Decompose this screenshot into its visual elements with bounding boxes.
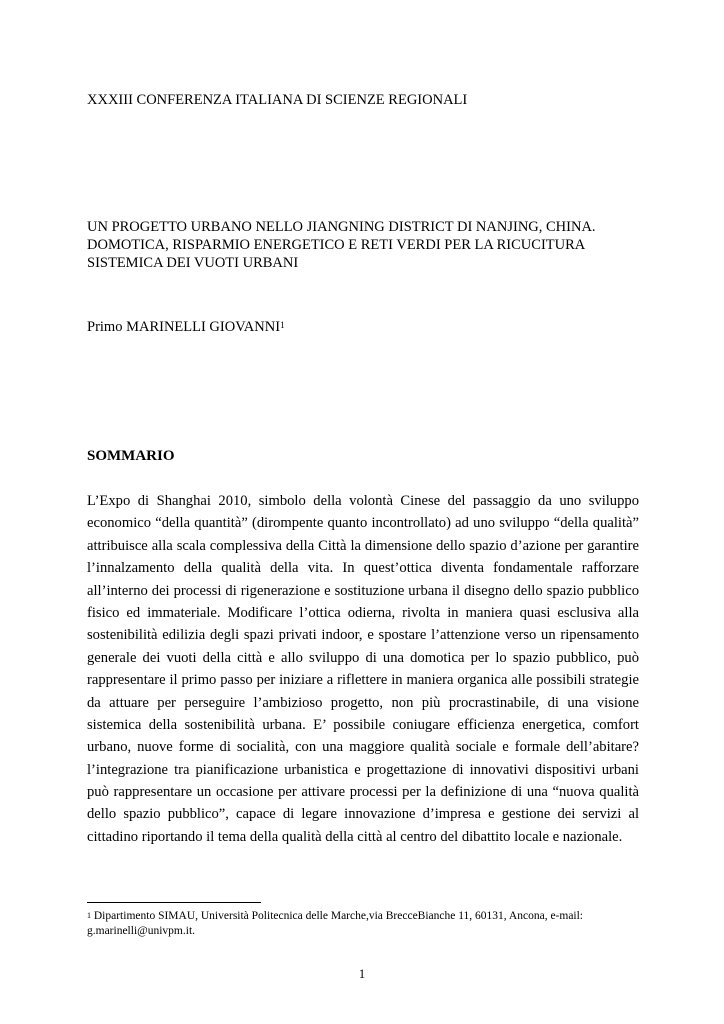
abstract-line: economico “della quantità” (dirompente quanto incontrollato) ad uno sviluppo “della qualità” xyxy=(87,515,639,532)
page-number: 1 xyxy=(358,967,366,981)
abstract-line: rappresentare il primo passo per iniziare a riflettere in maniera organica alle possibili strategie xyxy=(87,672,639,689)
abstract-line: cittadino riportando il tema della qualità della città al centro del dibattito locale e nazionale. xyxy=(87,828,623,845)
author-line xyxy=(87,318,285,336)
abstract-paragraph xyxy=(87,490,639,848)
abstract-line: L’Expo di Shanghai 2010, simbolo della volontà Cinese del passaggio da uno sviluppo xyxy=(87,493,639,509)
footnote-affiliation: Dipartimento SIMAU, Università Politecnica delle Marche,via BrecceBianche 11, 60131, Ancona, e-mail: xyxy=(91,910,584,922)
conference-name: XXXIII CONFERENZA ITALIANA DI SCIENZE REGIONALI xyxy=(87,92,468,108)
abstract-line: urbano, nuove forme di socialità, con una maggiore qualità sociale e formale dell’abitare? xyxy=(87,739,639,756)
abstract-line: attribuisce alla scala complessiva della Città la dimensione dello spazio d’azione per garantire xyxy=(87,537,639,554)
title-line: DOMOTICA, RISPARMIO ENERGETICO E RETI VERDI PER LA RICUCITURA xyxy=(87,237,586,253)
title-line: SISTEMICA DEI VUOTI URBANI xyxy=(87,255,299,271)
abstract-line: l’integrazione tra pianificazione urbanistica e progettazione di innovativi dispositivi urbani xyxy=(87,761,639,778)
abstract-line: generale dei vuoti della città e allo sviluppo di una domotica per lo spazio pubblico, può xyxy=(87,649,639,666)
footnote-mark: 1 xyxy=(87,911,91,920)
footnote-separator xyxy=(87,902,261,903)
section-heading: SOMMARIO xyxy=(87,448,175,464)
abstract-line: dello spazio pubblico”, capace di legare innovazione d’impresa e gestione dei servizi al xyxy=(87,806,639,823)
abstract-line: fisico ed immateriale. Modificare l’ottica odierna, rivolta in maniera quasi esclusiva alla xyxy=(87,604,639,621)
author-footnote-mark: 1 xyxy=(280,320,285,330)
footnote xyxy=(87,909,647,939)
abstract-line: sostenibilità edilizia degli spazi privati indoor, e spostare l’attenzione verso un ripensamento xyxy=(87,627,639,644)
title-line: UN PROGETTO URBANO NELLO JIANGNING DISTRICT DI NANJING, CHINA. xyxy=(87,219,596,235)
paper-title xyxy=(87,218,647,272)
abstract-line: da attuare per perseguire l’ambizioso progetto, non più procrastinabile, di una visione xyxy=(87,694,639,711)
author-name: Primo MARINELLI GIOVANNI xyxy=(87,319,281,335)
abstract-line: l’innalzamento della qualità della vita. In quest’ottica diventa fondamentale rafforzare xyxy=(87,560,639,577)
footnote-email: g.marinelli@univpm.it. xyxy=(87,925,196,937)
abstract-line: sistemica della sostenibilità urbana. E’ possibile coniugare efficienza energetica, comfort xyxy=(87,716,639,733)
abstract-line: all’interno dei processi di rigenerazione e sostituzione urbana il disegno dello spazio pubblico xyxy=(87,582,639,599)
abstract-line: può rappresentare un occasione per attivare processi per la definizione di una “nuova qualità xyxy=(87,784,639,801)
footnote-line xyxy=(87,909,647,924)
